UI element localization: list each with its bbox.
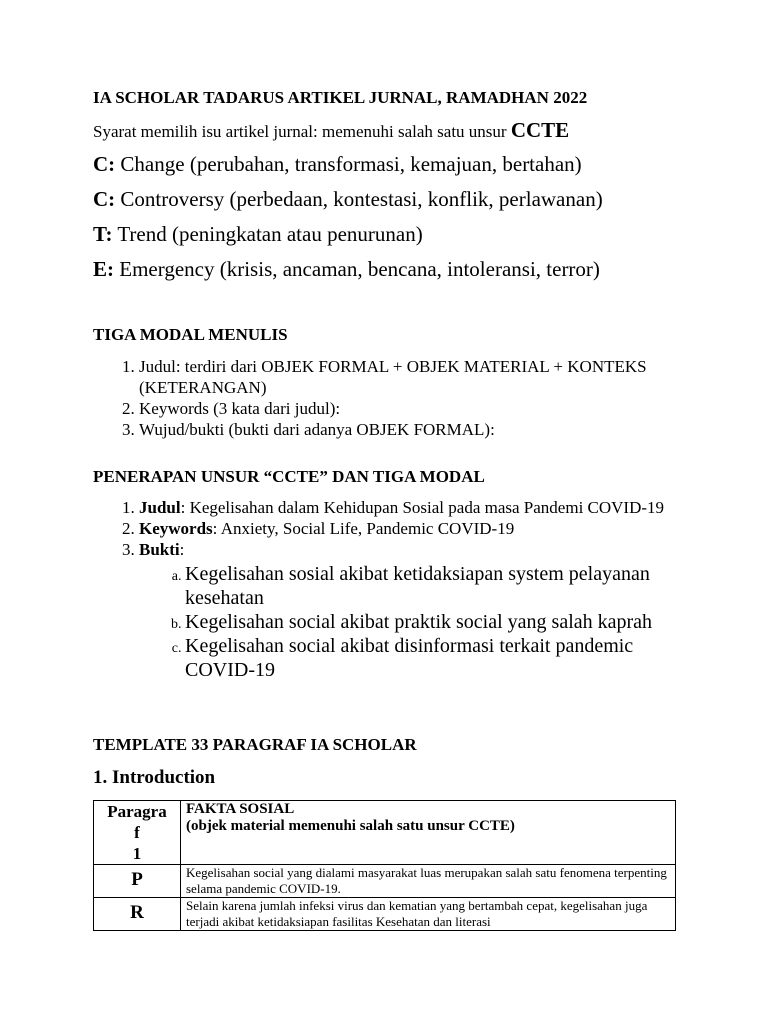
paragraph-label-line: f xyxy=(134,823,140,842)
ccte-text: Trend (peningkatan atau penurunan) xyxy=(112,222,423,246)
table-row xyxy=(94,801,676,865)
ccte-key: C: xyxy=(93,152,116,176)
bukti-list xyxy=(139,562,684,682)
syarat-text: Syarat memilih isu artikel jurnal: memenuhi salah satu unsur xyxy=(93,122,511,141)
fakta-sosial-subtitle: (objek material memenuhi salah satu unsur CCTE) xyxy=(186,818,515,834)
fakta-sosial-title: FAKTA SOSIAL xyxy=(186,801,295,817)
list-item: b. Kegelisahan social akibat praktik social yang salah kaprah xyxy=(185,610,684,634)
fakta-sosial-cell xyxy=(181,801,676,865)
ccte-key: E: xyxy=(93,257,114,281)
list-item: 3. Wujud/bukti (bukti dari adanya OBJEK FORMAL): xyxy=(139,419,684,440)
syarat-line xyxy=(93,118,569,143)
ccte-trend-line xyxy=(93,222,423,247)
penerapan-list xyxy=(93,497,684,682)
template-heading: TEMPLATE 33 PARAGRAF IA SCHOLAR xyxy=(93,735,417,754)
ccte-text: Emergency (krisis, ancaman, bencana, intoleransi, terror) xyxy=(114,257,600,281)
row-text-cell: Kegelisahan social yang dialami masyarakat luas merupakan salah satu fenomena terpenting selama pandemic COVID-19. xyxy=(181,865,676,898)
bukti-label: Bukti xyxy=(139,540,180,559)
syarat-emphasis: CCTE xyxy=(510,118,570,142)
ccte-key: C: xyxy=(93,187,116,211)
penerapan-heading: PENERAPAN UNSUR “CCTE” DAN TIGA MODAL xyxy=(93,467,485,486)
judul-label: Judul xyxy=(139,498,181,517)
paragraph-label-line: 1 xyxy=(132,844,142,863)
list-item: a. Kegelisahan sosial akibat ketidaksiapan system pelayanan kesehatan xyxy=(185,562,684,610)
row-letter-cell: P xyxy=(94,865,181,898)
paragraph-label-line: Paragra xyxy=(107,802,167,821)
document-title: IA SCHOLAR TADARUS ARTIKEL JURNAL, RAMADHAN 2022 xyxy=(93,88,588,107)
ccte-emergency-line xyxy=(93,257,600,282)
keywords-text: : Anxiety, Social Life, Pandemic COVID-19 xyxy=(212,519,515,538)
list-item-keywords xyxy=(139,518,684,539)
ccte-controversy-line xyxy=(93,187,603,212)
table-row xyxy=(94,865,676,898)
list-item: 2. Keywords (3 kata dari judul): xyxy=(139,398,684,419)
modal-heading: TIGA MODAL MENULIS xyxy=(93,325,288,344)
list-item: c. Kegelisahan social akibat disinformasi terkait pandemic COVID-19 xyxy=(185,634,684,682)
list-item-judul xyxy=(139,497,684,518)
ccte-text: Change (perubahan, transformasi, kemajuan, bertahan) xyxy=(115,152,582,176)
row-text-cell: Selain karena jumlah infeksi virus dan kematian yang bertambah cepat, kegelisahan juga terjadi akibat ketidaksiapan fasilitas Kesehatan dan literasi xyxy=(181,898,676,931)
intro-heading: 1. Introduction xyxy=(93,767,216,788)
list-item-bukti xyxy=(139,539,684,682)
modal-list xyxy=(93,356,684,440)
ccte-key: T: xyxy=(93,222,113,246)
keywords-label: Keywords xyxy=(139,519,213,538)
judul-text: : Kegelisahan dalam Kehidupan Sosial pada masa Pandemi COVID-19 xyxy=(180,498,665,517)
list-item: 1. Judul: terdiri dari OBJEK FORMAL + OBJEK MATERIAL + KONTEKS (KETERANGAN) xyxy=(139,356,684,398)
introduction-table xyxy=(93,800,676,931)
paragraph-label-cell xyxy=(94,801,181,865)
table-row xyxy=(94,898,676,931)
bukti-colon: : xyxy=(179,540,185,559)
ccte-change-line xyxy=(93,152,582,177)
row-letter-cell: R xyxy=(94,898,181,931)
ccte-text: Controversy (perbedaan, kontestasi, konflik, perlawanan) xyxy=(115,187,603,211)
